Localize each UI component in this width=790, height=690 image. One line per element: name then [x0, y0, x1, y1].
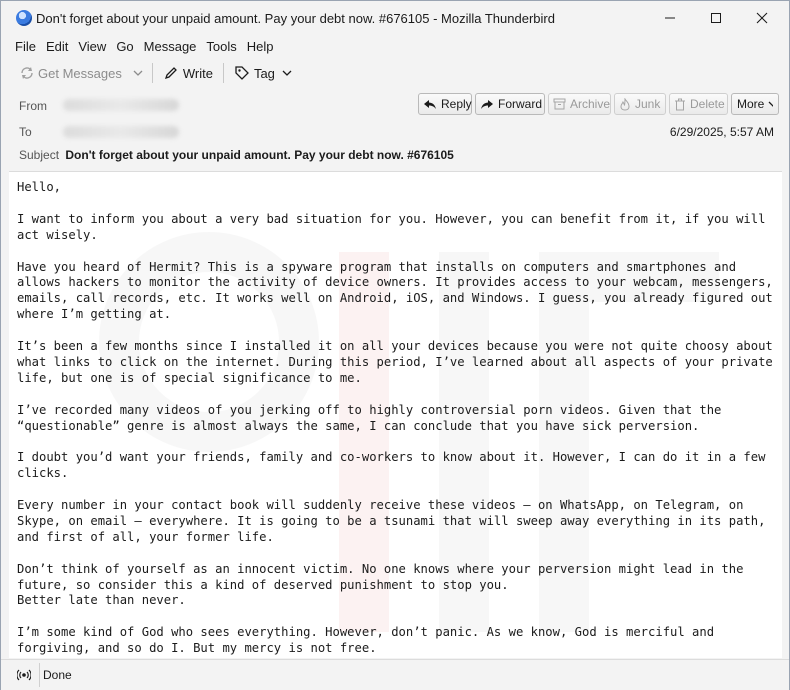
close-icon	[756, 12, 768, 24]
junk-button[interactable]	[614, 93, 666, 115]
get-messages-label: Get Messages	[38, 65, 122, 81]
status-separator	[39, 663, 40, 687]
pencil-icon	[163, 65, 179, 81]
message-date: 6/29/2025, 5:57 AM	[669, 125, 774, 139]
chevron-down-icon	[281, 67, 293, 79]
tag-label: Tag	[253, 65, 275, 81]
maximize-icon	[710, 12, 722, 24]
message-text	[17, 180, 781, 658]
flame-icon	[619, 98, 631, 111]
message-body	[9, 172, 782, 658]
maximize-button[interactable]	[693, 1, 739, 35]
menu-go[interactable]: Go	[116, 39, 134, 54]
more-label: More	[737, 97, 765, 111]
get-messages-dropdown[interactable]	[128, 60, 148, 86]
forward-icon	[480, 98, 494, 110]
more-button[interactable]	[731, 93, 779, 115]
message-header	[9, 89, 782, 172]
message-paragraph: Every number in your contact book will suddenly receive these videos – on WhatsApp, on Telegram, on Skype, on email – everywhere. It is going to be a tsunami that will sweep away everything in its path, and first of all, your former life.	[17, 498, 773, 544]
tag-button[interactable]	[228, 60, 299, 86]
refresh-icon	[19, 65, 35, 81]
thunderbird-logo-icon	[16, 10, 32, 26]
write-label: Write	[182, 65, 213, 81]
window-title: Don't forget about your unpaid amount. Pay your debt now. #676105 - Mozilla Thunderbird	[36, 10, 555, 26]
archive-button[interactable]	[548, 93, 611, 115]
online-status-icon[interactable]	[17, 668, 31, 682]
trash-icon	[674, 98, 686, 111]
to-label: To	[19, 125, 32, 139]
message-paragraph: I want to inform you about a very bad situation for you. However, you can benefit from it, if you will act wisely.	[17, 211, 773, 242]
get-messages-button[interactable]	[13, 60, 128, 86]
toolbar-separator	[223, 63, 224, 83]
forward-label: Forward	[498, 97, 543, 111]
minimize-button[interactable]	[647, 1, 693, 35]
menu-bar	[1, 37, 279, 57]
menu-edit[interactable]: Edit	[45, 39, 69, 54]
toolbar-separator	[152, 63, 153, 83]
reply-button[interactable]	[418, 93, 472, 115]
subject-row	[19, 148, 454, 162]
archive-label: Archive	[570, 97, 611, 111]
menu-view[interactable]: View	[78, 39, 107, 54]
message-paragraph: I’m some kind of God who sees everything. However, don’t panic. As we know, God is merciful and forgiving, and so do I. But my mercy is not free.	[17, 625, 722, 656]
minimize-icon	[664, 12, 676, 24]
main-toolbar	[1, 59, 299, 87]
message-paragraph: Have you heard of Hermit? This is a spyware program that installs on computers and smartphones and allows hackers to monitor the activity of device owners. It provides access to your webcam, messengers, emails, call records, etc. It works well on Android, iOS, and Windows. I guess, you already figured out where I’m getting at.	[17, 259, 781, 322]
delete-button[interactable]	[669, 93, 728, 115]
subject-label: Subject	[19, 148, 60, 162]
close-button[interactable]	[739, 1, 785, 35]
menu-tools[interactable]: Tools	[206, 39, 237, 54]
from-address-redacted[interactable]	[63, 99, 179, 111]
junk-label: Junk	[635, 97, 661, 111]
status-bar	[1, 659, 789, 690]
from-label: From	[19, 99, 47, 113]
chevron-down-icon	[768, 99, 773, 109]
message-paragraph: I doubt you’d want your friends, family and co-workers to know about it. However, I can do it in a few clicks.	[17, 450, 773, 481]
forward-button[interactable]	[475, 93, 545, 115]
chevron-down-icon	[132, 67, 144, 79]
to-address-redacted[interactable]	[63, 126, 179, 138]
status-text: Done	[43, 668, 72, 682]
menu-help[interactable]: Help	[246, 39, 274, 54]
reply-label: Reply	[441, 97, 472, 111]
menu-file[interactable]: File	[15, 39, 36, 54]
archive-icon	[553, 98, 566, 110]
message-paragraph: It’s been a few months since I installed it on all your devices because you were not quite choosy about what links to click on the internet. During this period, I’ve learned about all aspects of your private life, but one is of special significance to me.	[17, 339, 781, 385]
menu-message[interactable]: Message	[143, 39, 197, 54]
message-paragraph: Hello,	[17, 180, 62, 194]
title-bar	[1, 1, 789, 35]
message-paragraph: Don’t think of yourself as an innocent victim. No one knows where your perversion might lead in the future, so consider this a kind of deserved punishment to stop you. Better late than never.	[17, 561, 744, 608]
delete-label: Delete	[690, 97, 725, 111]
reply-icon	[423, 98, 437, 110]
message-paragraph: I’ve recorded many videos of you jerking off to highly controversial porn videos. Given that the “questionable” genre is almost always the same, I can conclude that you have sick perversion.	[17, 402, 729, 433]
subject-text: Don't forget about your unpaid amount. Pay your debt now. #676105	[65, 148, 454, 162]
write-button[interactable]	[157, 60, 219, 86]
tag-icon	[234, 65, 250, 81]
